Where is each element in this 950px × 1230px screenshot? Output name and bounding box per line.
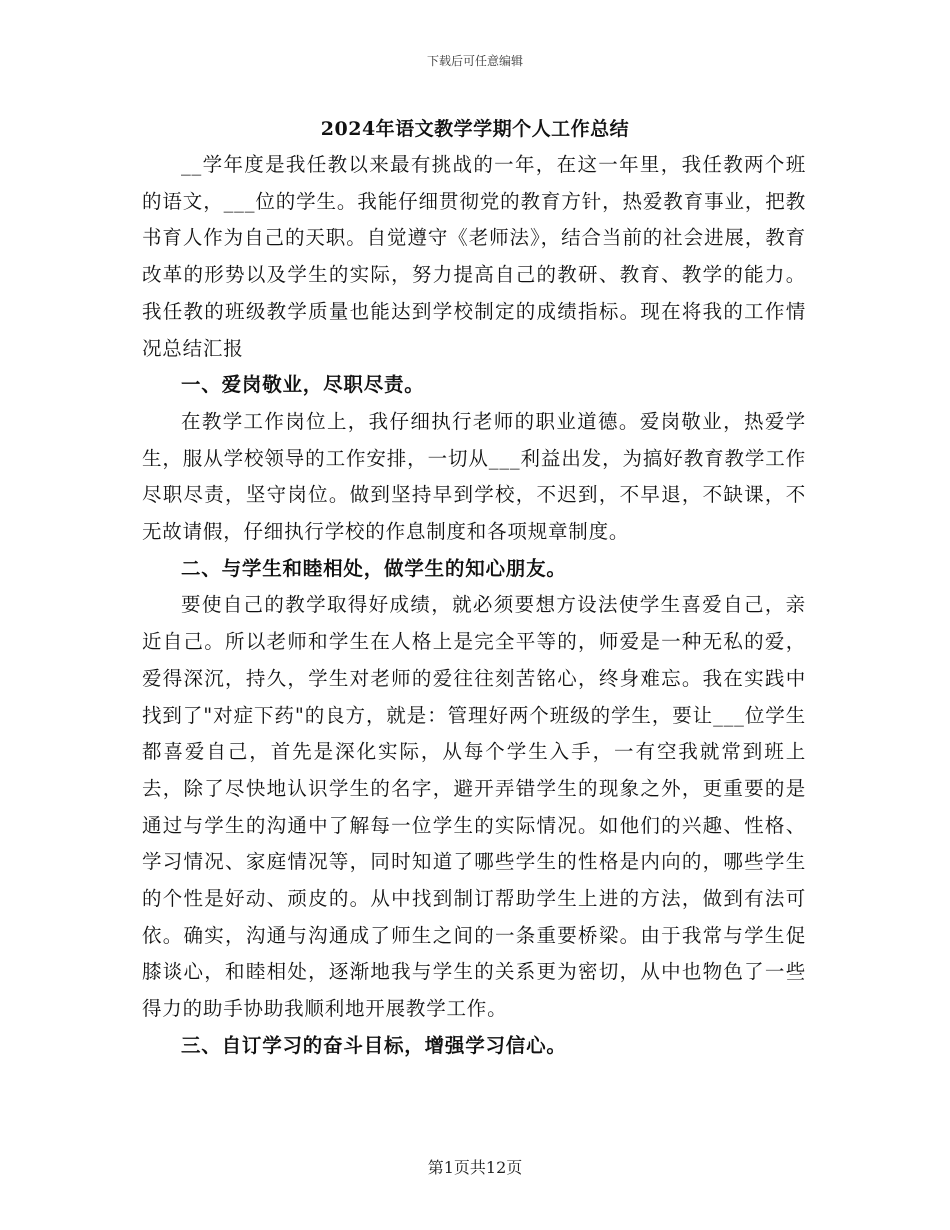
page-footer: 第1页共12页 [427, 1158, 523, 1177]
document-body [142, 147, 806, 1065]
section-1-paragraph: 在教学工作岗位上，我仔细执行老师的职业道德。爱岗敬业，热爱学生，服从学校领导的工作安排，一切从___利益出发，为搞好教育教学工作尽职尽责，坚守岗位。做到坚持早到学校，不迟到，不早退，不缺课，不无故请假，仔细执行学校的作息制度和各项规章制度。 [142, 409, 806, 544]
section-heading-3: 三、自订学习的奋斗目标，增强学习信心。 [181, 1033, 567, 1057]
section-2-paragraph: 要使自己的教学取得好成绩，就必须要想方设法使学生喜爱自己，亲近自己。所以老师和学生在人格上是完全平等的，师爱是一种无私的爱，爱得深沉，持久，学生对老师的爱往往刻苦铭心，终身难忘。我在实践中找到了"对症下药"的良方，就是：管理好两个班级的学生，要让___位学生都喜爱自己，首先是深化实际，从每个学生入手，一有空我就常到班上去，除了尽快地认识学生的名字，避开弄错学生的现象之外，更重要的是通过与学生的沟通中了解每一位学生的实际情况。如他们的兴趣、性格、学习情况、家庭情况等，同时知道了哪些学生的性格是内向的，哪些学生的个性是好动、顽皮的。从中找到制订帮助学生上进的方法，做到有法可依。确实，沟通与沟通成了师生之间的一条重要桥梁。由于我常与学生促膝谈心，和睦相处，逐渐地我与学生的关系更为密切，从中也物色了一些得力的助手协助我顺利地开展教学工作。 [142, 593, 806, 1021]
section-heading-1: 一、爱岗敬业，尽职尽责。 [181, 373, 425, 397]
page-header: 下载后可任意编辑 [426, 54, 523, 68]
intro-paragraph: __学年度是我任教以来最有挑战的一年，在这一年里，我任教两个班的语文，___位的学生。我能仔细贯彻党的教育方针，热爱教育事业，把教书育人作为自己的天职。自觉遵守《老师法》，结合当前的社会进展，教育改革的形势以及学生的实际，努力提高自己的教研、教育、教学的能力。我任教的班级教学质量也能达到学校制定的成绩指标。现在将我的工作情况总结汇报 [142, 153, 806, 360]
document-title: 2024年语文教学学期个人工作总结 [320, 118, 630, 140]
section-heading-2: 二、与学生和睦相处，做学生的知心朋友。 [181, 556, 567, 580]
